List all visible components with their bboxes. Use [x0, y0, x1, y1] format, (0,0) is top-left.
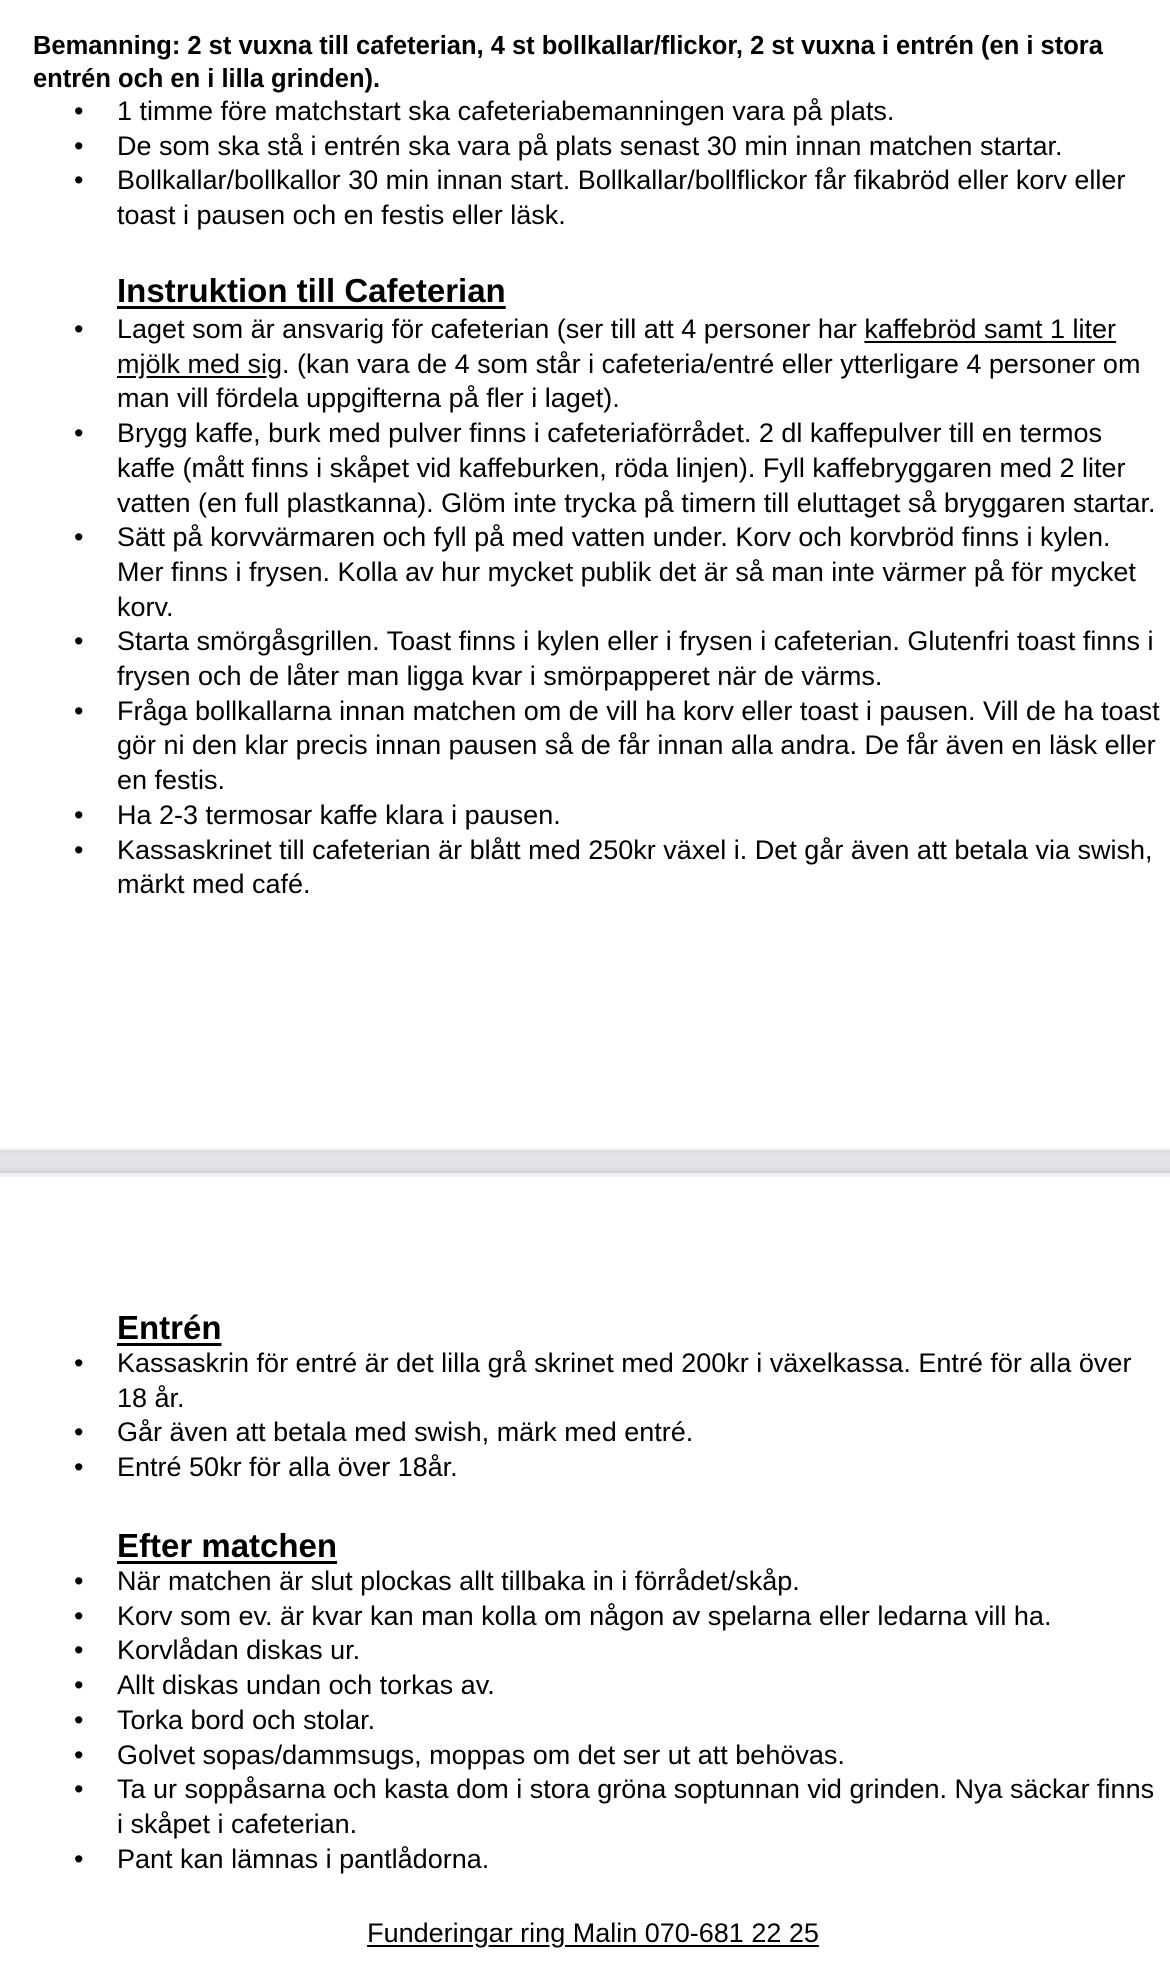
after-match-list [0, 1564, 1160, 1876]
bullet-icon: • [74, 626, 84, 657]
list-item: • Laget som är ansvarig för cafeterian (ser till att 4 personer har kaffebröd samt 1 liter mjölk med sig. (kan vara de 4 som står i cafeteria/entré eller ytterligare 4 personer om man vill fördela uppgifterna på fler i laget). [74, 314, 1141, 414]
bullet-icon: • [74, 130, 84, 161]
list-item: • Går även att betala med swish, märk med entré. [0, 1415, 1160, 1450]
bullet-icon: • [74, 1566, 84, 1596]
document-page-2 [0, 1177, 1170, 1973]
contact-footer [0, 1915, 1170, 1951]
staffing-list [0, 94, 1160, 233]
cafeteria-list [0, 312, 1160, 902]
bullet-icon: • [74, 1843, 84, 1874]
list-item: • De som ska stå i entrén ska vara på plats senast 30 min innan matchen startar. [0, 129, 1160, 164]
list-item: • Kassaskrinet till cafeterian är blått med 250kr växel i. Det går även att betala via swish, märkt med café. [74, 834, 1153, 900]
bullet-icon: • [74, 1774, 84, 1805]
bullet-icon: • [74, 834, 84, 865]
list-item: • Bollkallar/bollkallor 30 min innan start. Bollkallar/bollflickor får fikabröd eller korv eller toast i pausen och en festis eller läsk. [74, 165, 1126, 231]
list-item: • Golvet sopas/dammsugs, moppas om det ser ut att behövas. [0, 1738, 1160, 1773]
list-item: • Brygg kaffe, burk med pulver finns i cafeteriaförrådet. 2 dl kaffepulver till en termos kaffe (mått finns i skåpet vid kaffeburken, röda linjen). Fyll kaffebryggaren med 2 liter vatten (en full plastkanna). Glöm inte trycka på timern till eluttaget så bryggaren startar. [74, 418, 1156, 518]
bullet-icon: • [74, 695, 84, 726]
list-item: • Allt diskas undan och torkas av. [0, 1668, 1160, 1703]
bullet-icon: • [74, 1635, 84, 1666]
bullet-icon: • [74, 165, 84, 196]
section-heading-entrance: Entrén [117, 1309, 222, 1346]
list-item: • Entré 50kr för alla över 18år. [0, 1450, 1160, 1485]
bullet-icon: • [74, 1600, 84, 1631]
contact-line: Funderingar ring Malin 070-681 22 25 [367, 1918, 819, 1948]
underlined-text: kaffebröd samt 1 liter mjölk med sig [117, 314, 1116, 379]
bullet-icon: • [74, 1670, 84, 1701]
bullet-icon: • [74, 1452, 84, 1483]
bullet-icon: • [74, 314, 84, 344]
bullet-icon: • [74, 799, 84, 830]
list-item: • 1 timme före matchstart ska cafeteriabemanningen vara på plats. [0, 94, 1160, 129]
bullet-icon: • [74, 418, 84, 449]
bullet-icon: • [74, 1739, 84, 1770]
bullet-icon: • [74, 96, 84, 126]
list-item: • Starta smörgåsgrillen. Toast finns i kylen eller i frysen i cafeterian. Glutenfri toast finns i frysen och de låter man ligga kvar i smörpapperet när de värms. [74, 626, 1154, 692]
list-item: • Sätt på korvvärmaren och fyll på med vatten under. Korv och korvbröd finns i kylen. Mer finns i frysen. Kolla av hur mycket publik det är så man inte värmer på för mycket korv. [74, 522, 1136, 622]
list-item: • Ha 2-3 termosar kaffe klara i pausen. [0, 798, 1160, 833]
section-heading-after-match: Efter matchen [117, 1527, 338, 1564]
list-item: • Korvlådan diskas ur. [0, 1633, 1160, 1668]
staffing-summary: Bemanning: 2 st vuxna till cafeterian, 4 st bollkallar/flickor, 2 st vuxna i entrén (en i stora entrén och en i lilla grinden). [33, 32, 1103, 93]
list-item: • Fråga bollkallarna innan matchen om de vill ha korv eller toast i pausen. Vill de ha toast gör ni den klar precis innan pausen så de får innan alla andra. De får även en läsk eller en festis. [74, 695, 1160, 796]
page-break-divider [0, 1148, 1170, 1179]
bullet-icon: • [74, 522, 84, 553]
list-item: • När matchen är slut plockas allt tillbaka in i förrådet/skåp. [0, 1564, 1160, 1599]
list-item: • Korv som ev. är kvar kan man kolla om någon av spelarna eller ledarna vill ha. [0, 1599, 1160, 1634]
bullet-icon: • [74, 1704, 84, 1735]
section-heading-cafeteria: Instruktion till Cafeterian [117, 272, 506, 309]
list-item: • Torka bord och stolar. [0, 1703, 1160, 1738]
list-item: • Kassaskrin för entré är det lilla grå skrinet med 200kr i växelkassa. Entré för alla över 18 år. [74, 1348, 1132, 1413]
list-item: • Pant kan lämnas i pantlådorna. [0, 1842, 1160, 1877]
bullet-icon: • [74, 1348, 84, 1378]
entrance-list [0, 1346, 1160, 1485]
bullet-icon: • [74, 1417, 84, 1448]
list-item: • Ta ur soppåsarna och kasta dom i stora gröna soptunnan vid grinden. Nya säckar finns i skåpet i cafeterian. [74, 1774, 1155, 1839]
